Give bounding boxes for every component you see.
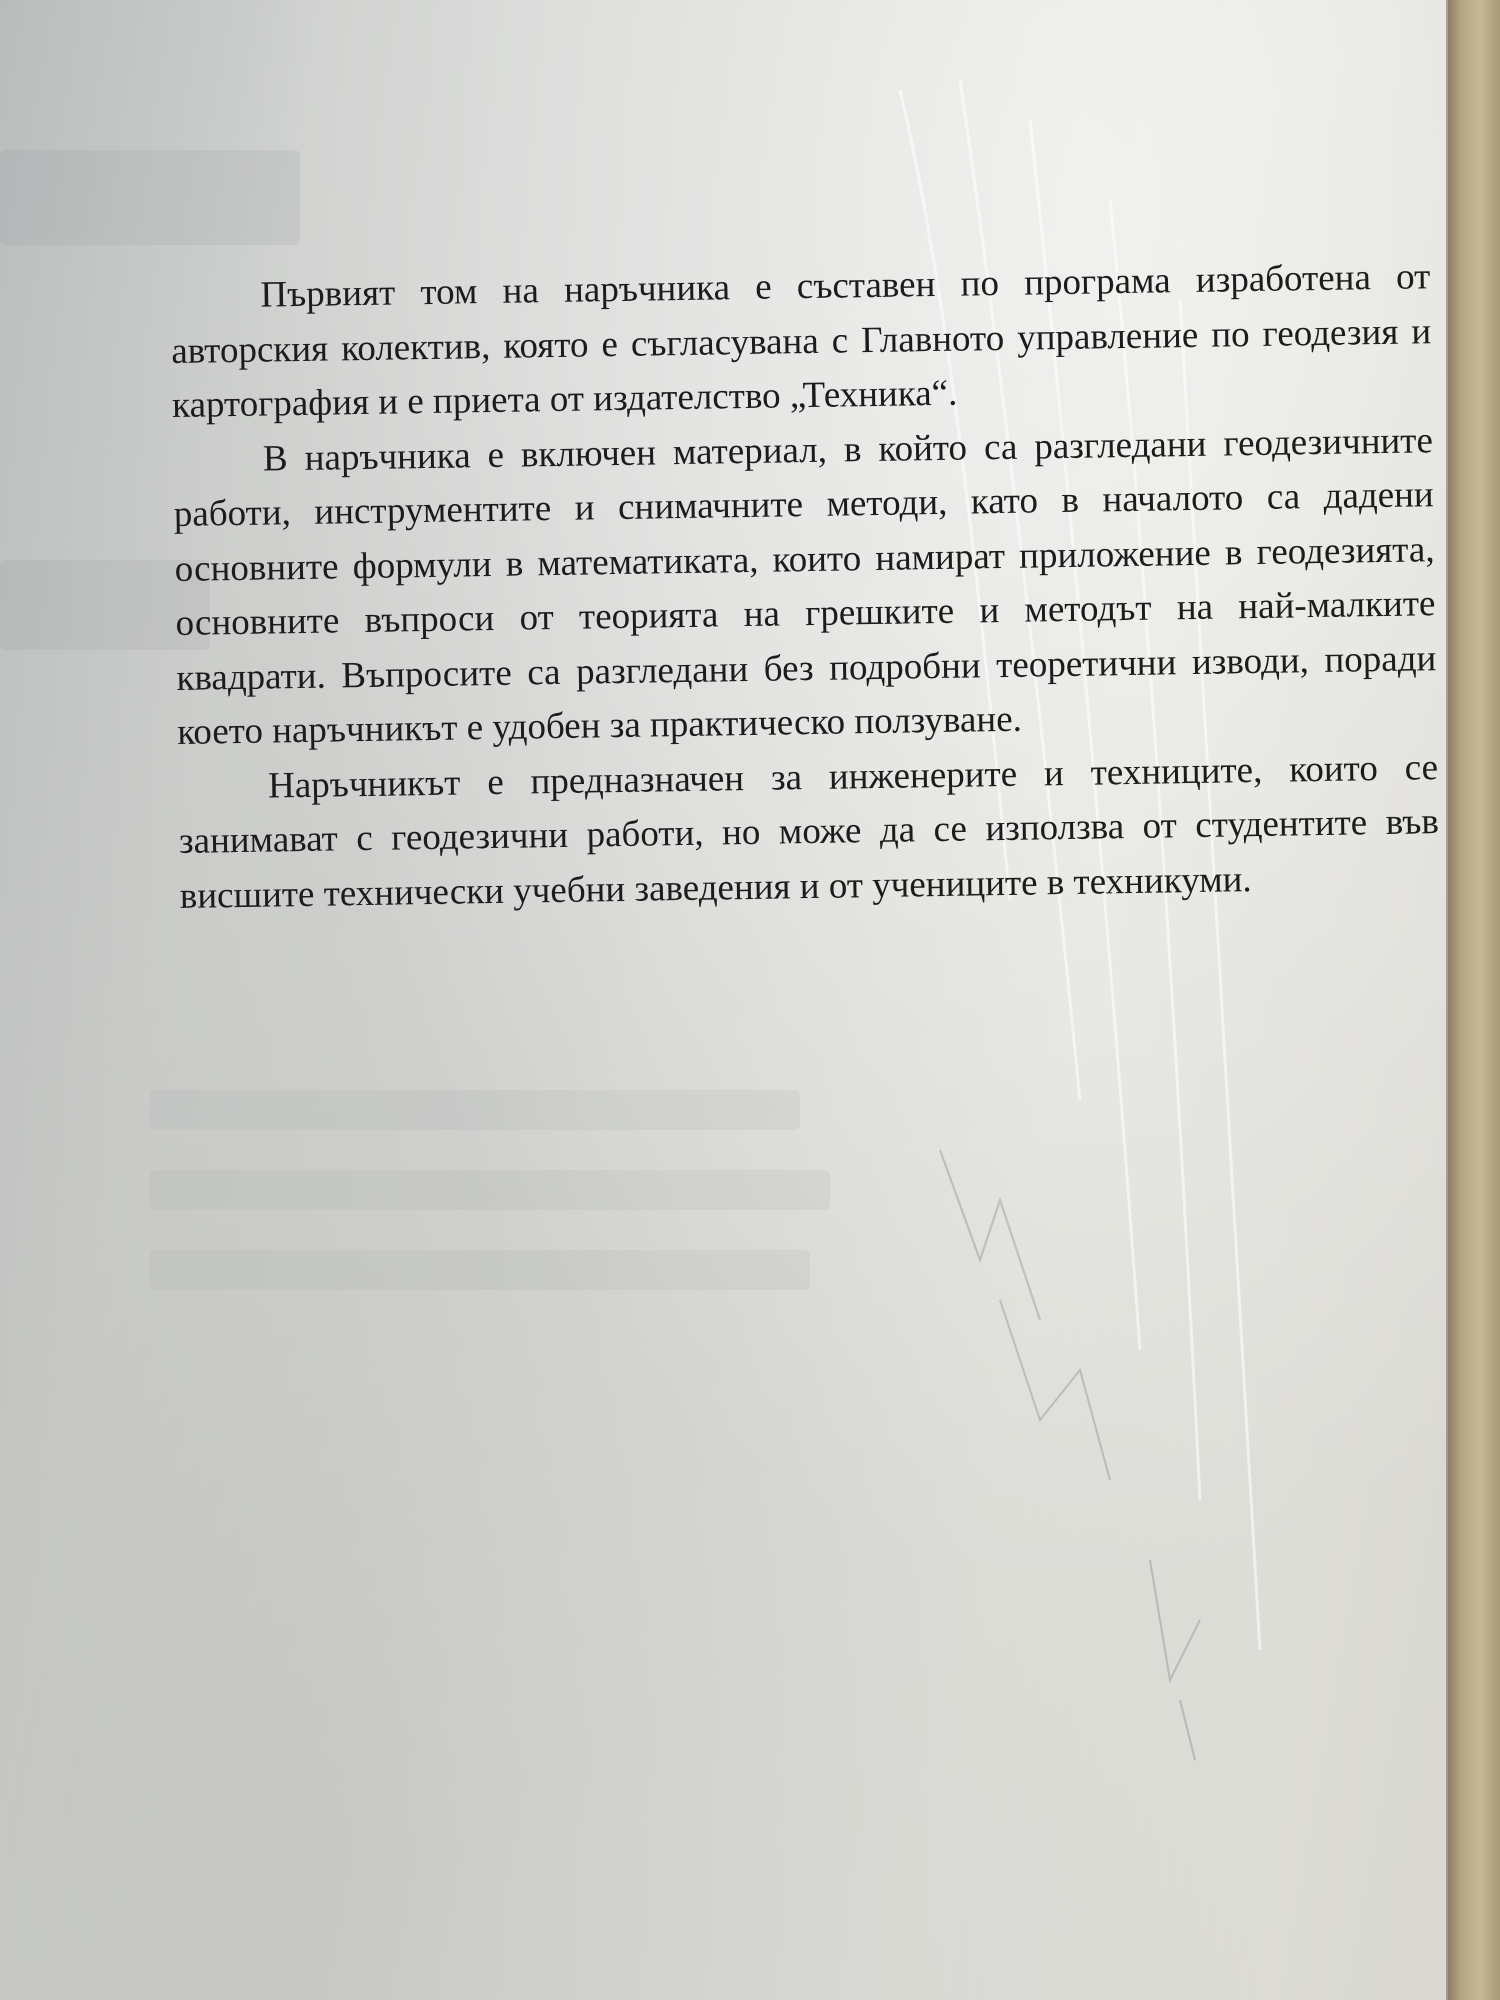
paragraph-1: Първият том на наръчника е съставен по програма изработена от авторския колектив, която е съгласувана с Главното управление по геодезия и картография и е приета от издателство „Техника“. [170, 256, 1432, 426]
paragraph-2: В наръчника е включен материал, в който са разгледани геодезичните работи, инструментите и снимачните методи, като в началото са дадени основните формули в математиката, които намират приложение в геодезията, основните въпроси от теорията на грешките и методът на най-малките квадрати. Въпросите са разгледани без подробни теоретични изводи, поради което наръчникът е удобен за практическо ползуване. [173, 419, 1437, 753]
preface-text [170, 250, 1440, 924]
book-binding-edge [1448, 0, 1500, 2000]
paragraph-3: Наръчникът е предназначен за инженерите и техниците, които се занимават с геодезични работи, но може да се използва от студентите във висшите технически учебни заведения и от учениците в техникуми. [178, 746, 1440, 917]
